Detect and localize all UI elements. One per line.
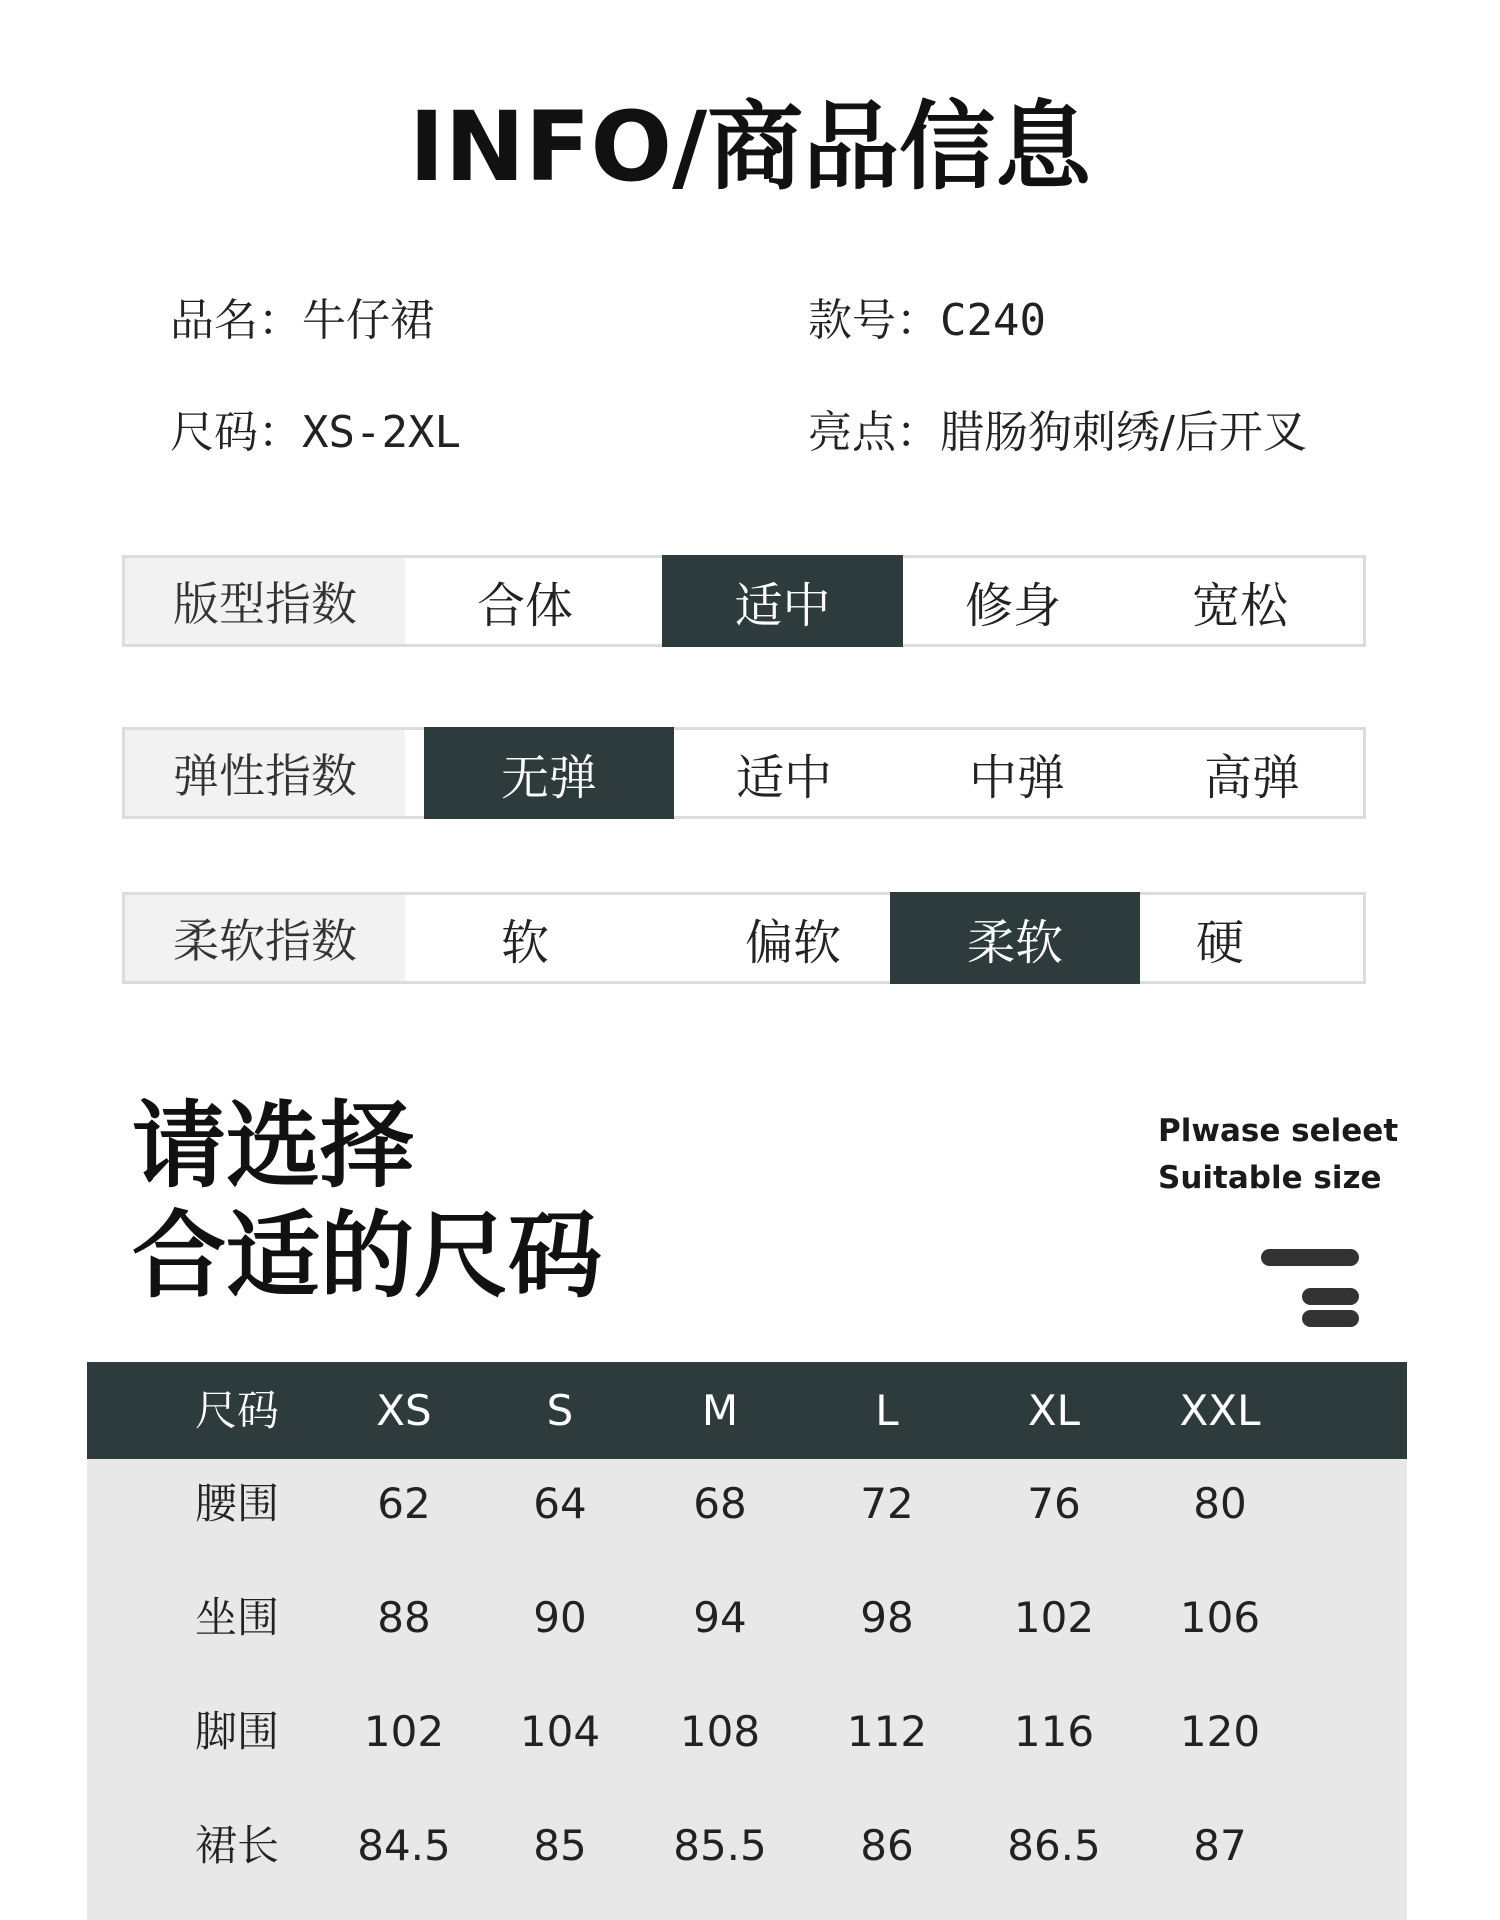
table-cell: 87 (1193, 1821, 1247, 1870)
table-cell: 112 (846, 1707, 928, 1756)
softness-option[interactable]: 硬 (1195, 914, 1244, 971)
size-select-title (132, 1092, 602, 1312)
bar-shape (1302, 1310, 1359, 1327)
table-cell: 85 (533, 1821, 587, 1870)
style-number-label: 款号： (808, 295, 940, 346)
elasticity-index-scale (122, 727, 1366, 819)
elasticity-option[interactable]: 适中 (735, 749, 832, 806)
product-name-value: 牛仔裙 (302, 295, 434, 346)
size-select-subtitle-line2: Suitable size (1158, 1160, 1382, 1196)
size-range-value: XS-2XL (302, 407, 461, 458)
product-name-label: 品名： (170, 295, 302, 346)
table-cell: 102 (363, 1707, 445, 1756)
size-chart-header-row (87, 1362, 1407, 1459)
elasticity-option[interactable]: 无弹 (424, 727, 674, 819)
table-cell: 64 (533, 1479, 587, 1528)
fit-option[interactable]: 修身 (964, 577, 1061, 634)
row-label-cell: 裙长 (194, 1821, 280, 1870)
softness-index-label: 柔软指数 (125, 895, 405, 981)
table-cell: 86.5 (1007, 1821, 1101, 1870)
elasticity-index-label: 弹性指数 (125, 730, 405, 816)
row-label-cell: 脚围 (194, 1707, 280, 1756)
table-cell: 120 (1179, 1707, 1261, 1756)
softness-index-scale (122, 892, 1366, 984)
table-cell: 80 (1193, 1479, 1247, 1528)
bar-shape (1261, 1249, 1359, 1266)
row-label-cell: 坐围 (194, 1593, 280, 1642)
highlight-field (808, 406, 1307, 460)
header-cell: XXL (1179, 1386, 1261, 1435)
table-cell: 62 (377, 1479, 431, 1528)
size-select-title-line2: 合适的尺码 (132, 1202, 603, 1311)
table-row (87, 1593, 1407, 1643)
table-cell: 116 (1013, 1707, 1095, 1756)
size-chart-table (87, 1362, 1407, 1920)
header-cell: XS (376, 1386, 432, 1435)
table-cell: 102 (1013, 1593, 1095, 1642)
fit-option[interactable]: 合体 (476, 577, 573, 634)
table-cell: 88 (377, 1593, 431, 1642)
table-cell: 108 (679, 1707, 761, 1756)
elasticity-option[interactable]: 中弹 (968, 749, 1065, 806)
size-select-title-line1: 请选择 (132, 1092, 415, 1201)
table-cell: 84.5 (357, 1821, 451, 1870)
softness-option[interactable]: 软 (500, 914, 549, 971)
size-range-field (170, 406, 461, 460)
highlight-value: 腊肠狗刺绣/后开叉 (940, 407, 1307, 458)
size-range-label: 尺码： (170, 407, 302, 458)
table-cell: 106 (1179, 1593, 1261, 1642)
softness-option[interactable]: 偏软 (744, 914, 841, 971)
table-row (87, 1707, 1407, 1757)
table-cell: 98 (860, 1593, 914, 1642)
fit-option[interactable]: 适中 (662, 555, 903, 647)
table-cell: 68 (693, 1479, 747, 1528)
header-cell: M (701, 1386, 739, 1435)
header-cell: 尺码 (194, 1386, 280, 1435)
table-cell: 94 (693, 1593, 747, 1642)
table-cell: 76 (1027, 1479, 1081, 1528)
style-number-value: C240 (940, 295, 1046, 346)
table-row (87, 1479, 1407, 1529)
fit-option[interactable]: 宽松 (1191, 577, 1288, 634)
header-cell: XL (1027, 1386, 1081, 1435)
fit-index-scale (122, 555, 1366, 647)
header-cell: S (546, 1386, 574, 1435)
table-cell: 90 (533, 1593, 587, 1642)
table-cell: 85.5 (673, 1821, 767, 1870)
elasticity-option[interactable]: 高弹 (1203, 749, 1300, 806)
table-row (87, 1821, 1407, 1871)
header-cell: L (875, 1386, 899, 1435)
style-number-field (808, 294, 1046, 348)
highlight-label: 亮点： (808, 407, 940, 458)
table-cell: 104 (519, 1707, 601, 1756)
table-cell: 72 (860, 1479, 914, 1528)
size-select-subtitle (1158, 1108, 1398, 1202)
table-cell: 86 (860, 1821, 914, 1870)
page-title: INFO/商品信息 (408, 91, 1092, 203)
product-name-field (170, 294, 434, 348)
softness-option[interactable]: 柔软 (890, 892, 1140, 984)
fit-index-label: 版型指数 (125, 558, 405, 644)
row-label-cell: 腰围 (194, 1479, 280, 1528)
size-select-subtitle-line1: Plwase seleet (1158, 1113, 1399, 1149)
bar-shape (1302, 1288, 1359, 1305)
